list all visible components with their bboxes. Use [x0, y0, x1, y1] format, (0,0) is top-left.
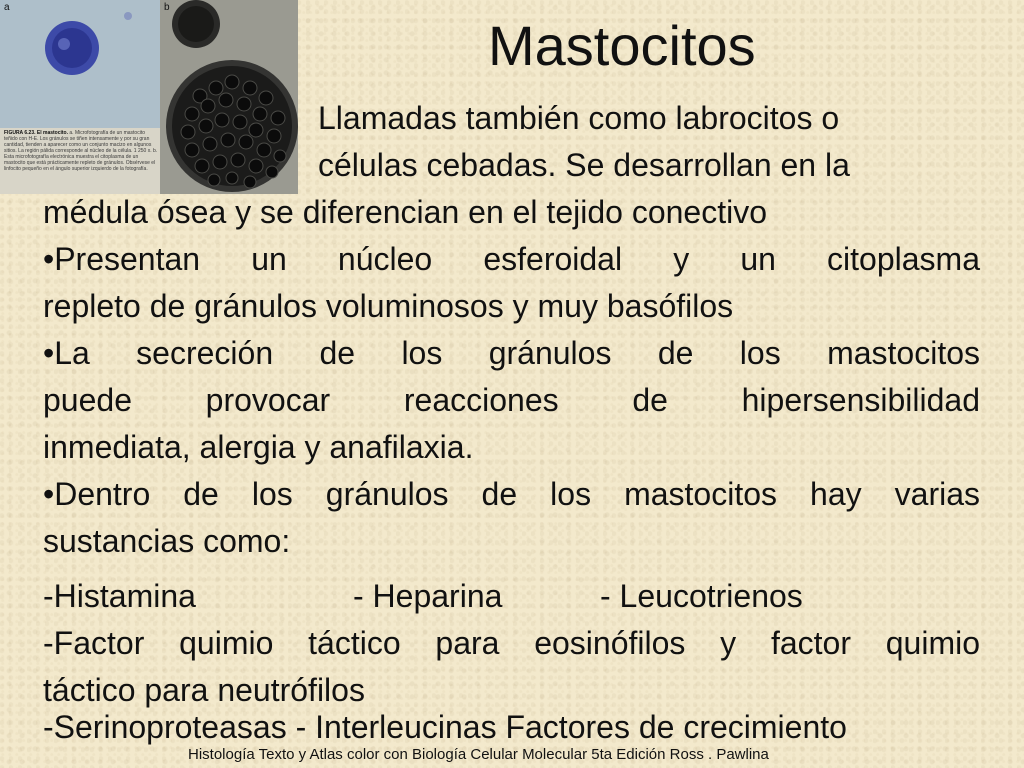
factor-line-1: -Factor quimio táctico para eosinófilos y factor quimio: [43, 625, 980, 661]
substance-leucotrienos: - Leucotrienos: [600, 578, 803, 614]
factor-line-2: táctico para neutrófilos: [43, 672, 365, 708]
substance-heparina: - Heparina: [353, 578, 503, 614]
bullet-3-line-2: sustancias como:: [43, 523, 291, 559]
intro-line-3: médula ósea y se diferencian en el tejido conectivo: [43, 194, 767, 230]
intro-line-1: Llamadas también como labrocitos o: [318, 100, 840, 136]
bullet-1-line-2: repleto de gránulos voluminosos y muy basófilos: [43, 288, 734, 324]
footer-citation: Histología Texto y Atlas color con Biología Celular Molecular 5ta Edición Ross . Pawlina: [188, 746, 769, 763]
intro-line-2: células cebadas. Se desarrollan en la: [318, 147, 850, 183]
substance-histamina: -Histamina: [43, 578, 196, 614]
bullet-1-line-1: •Presentan un núcleo esferoidal y un citoplasma: [43, 241, 980, 277]
serinoproteasas-line: -Serinoproteasas - Interleucinas Factores de crecimiento: [43, 709, 847, 745]
slide-title: Mastocitos: [488, 14, 756, 77]
svg-text:b: b: [164, 2, 170, 13]
bullet-2-line-3: inmediata, alergia y anafilaxia.: [43, 429, 474, 465]
svg-text:a: a: [4, 2, 10, 13]
bullet-2-line-1: •La secreción de los gránulos de los mastocitos: [43, 335, 980, 371]
bullet-3-line-1: •Dentro de los gránulos de los mastocitos hay varias: [43, 476, 980, 512]
figure-caption-label: FIGURA 6.23. El mastocito.: [4, 130, 68, 136]
figure-caption: [4, 130, 158, 192]
mast-cell-figure: [0, 0, 298, 194]
figure-caption-body: a. Microfotografía de un mastocito teñido con H-E. Los gránulos se tiñen intensamente y por su gran cantidad, tienden a aparecer como un conjunto macizo en algunos sitios. La región pálida corresponde al núcleo de la célula. 1 250 x. b. Esta microfotografía electrónica muestra el citoplasma de un mastocito que está prácticamente repleto de gránulos. Obsérvese el linfocito pequeño en el ángulo superior izquierdo de la fotografía.: [4, 130, 158, 172]
bullet-2-line-2: puede provocar reacciones de hipersensibilidad: [43, 382, 980, 418]
